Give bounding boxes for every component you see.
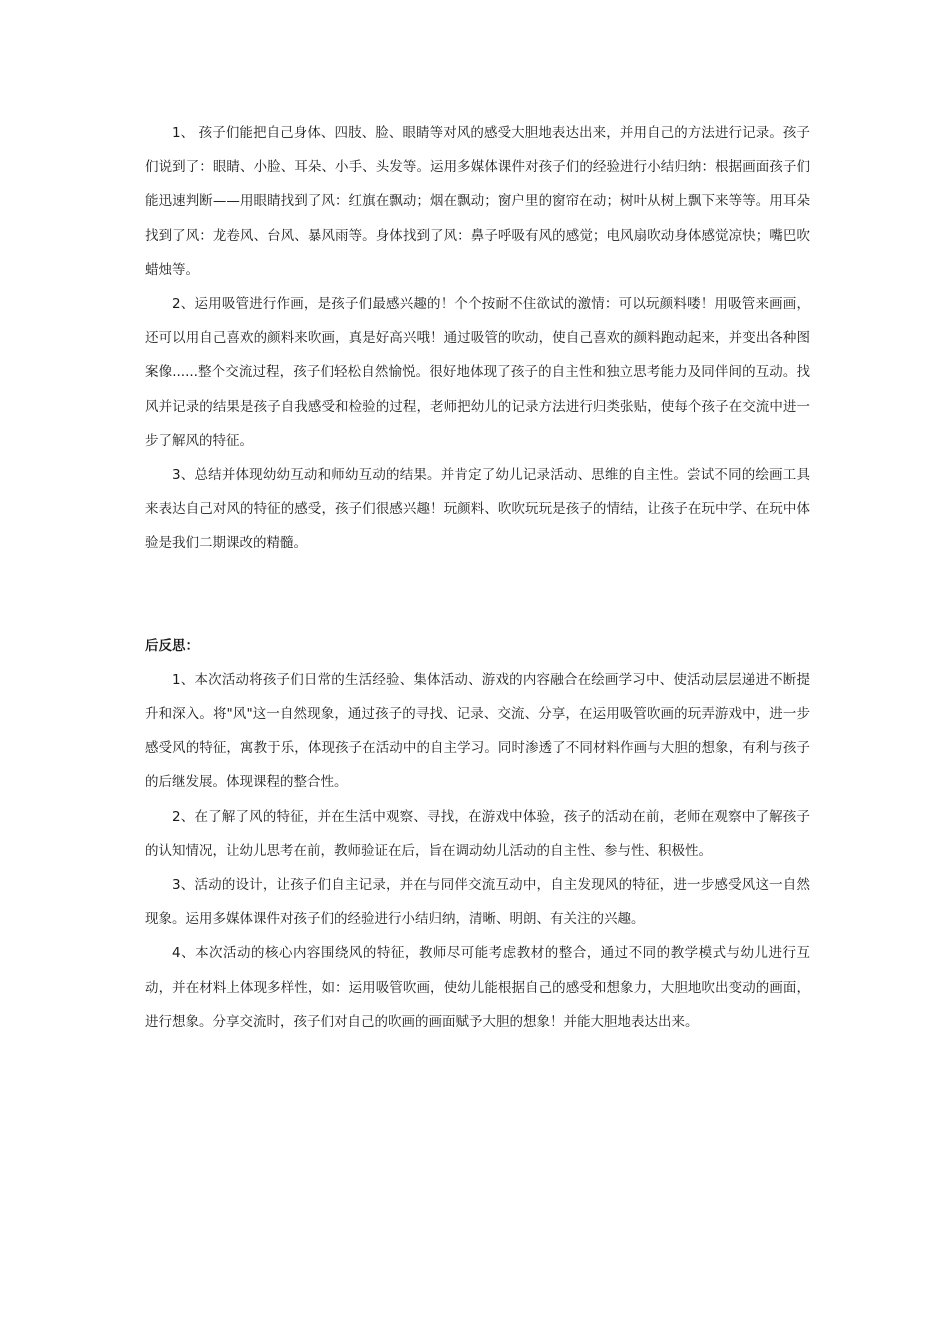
- reflection-paragraph-3: 3、活动的设计，让孩子们自主记录，并在与同伴交流互动中，自主发现风的特征，进一步感受风这一自然现象。运用多媒体课件对孩子们的经验进行小结归纳，清晰、明朗、有关注的兴趣。: [145, 877, 810, 928]
- document-page: [145, 116, 810, 1039]
- reflection-section: [145, 629, 810, 1039]
- summary-paragraph-1: 1、 孩子们能把自己身体、四肢、脸、眼睛等对风的感受大胆地表达出来，并用自己的方法进行记录。孩子们说到了：眼睛、小脸、耳朵、小手、头发等。运用多媒体课件对孩子们的经验进行小结归纳：根据画面孩子们能迅速判断——用眼睛找到了风：红旗在飘动；烟在飘动；窗户里的窗帘在动；树叶从树上飘下来等等。用耳朵找到了风：龙卷风、台风、暴风雨等。身体找到了风：鼻子呼吸有风的感觉；电风扇吹动身体感觉凉快；嘴巴吹蜡烛等。: [145, 125, 810, 278]
- summary-paragraph-2: 2、运用吸管进行作画，是孩子们最感兴趣的！个个按耐不住欲试的激情：可以玩颜料喽！用吸管来画画，还可以用自己喜欢的颜料来吹画，真是好高兴哦！通过吸管的吹动，使自己喜欢的颜料跑动起来，并变出各种图案像......整个交流过程，孩子们轻松自然愉悦。很好地体现了孩子的自主性和独立思考能力及同伴间的互动。找风并记录的结果是孩子自我感受和检验的过程，老师把幼儿的记录方法进行归类张贴，使每个孩子在交流中进一步了解风的特征。: [145, 296, 810, 449]
- summary-paragraph-3: 3、总结并体现幼幼互动和师幼互动的结果。并肯定了幼儿记录活动、思维的自主性。尝试不同的绘画工具来表达自己对风的特征的感受，孩子们很感兴趣！玩颜料、吹吹玩玩是孩子的情结，让孩子在玩中学、在玩中体验是我们二期课改的精髓。: [145, 467, 810, 552]
- reflection-paragraph-4: 4、本次活动的核心内容围绕风的特征，教师尽可能考虑教材的整合，通过不同的教学模式与幼儿进行互动，并在材料上体现多样性，如：运用吸管吹画，使幼儿能根据自己的感受和想象力，大胆地吹出变动的画面，进行想象。分享交流时，孩子们对自己的吹画的画面赋予大胆的想象！并能大胆地表达出来。: [145, 945, 810, 1030]
- reflection-paragraph-2: 2、在了解了风的特征，并在生活中观察、寻找，在游戏中体验，孩子的活动在前，老师在观察中了解孩子的认知情况，让幼儿思考在前，教师验证在后，旨在调动幼儿活动的自主性、参与性、积极性。: [145, 808, 810, 859]
- activity-summary-section: [145, 116, 810, 561]
- section-spacer: [145, 561, 810, 629]
- reflection-heading: 后反思：: [145, 637, 199, 654]
- reflection-paragraph-1: 1、本次活动将孩子们日常的生活经验、集体活动、游戏的内容融合在绘画学习中、使活动层层递进不断提升和深入。将"风"这一自然现象，通过孩子的寻找、记录、交流、分享，在运用吸管吹画的玩弄游戏中，进一步感受风的特征，寓教于乐，体现孩子在活动中的自主学习。同时渗透了不同材料作画与大胆的想象，有利与孩子的后继发展。体现课程的整合性。: [145, 671, 810, 791]
